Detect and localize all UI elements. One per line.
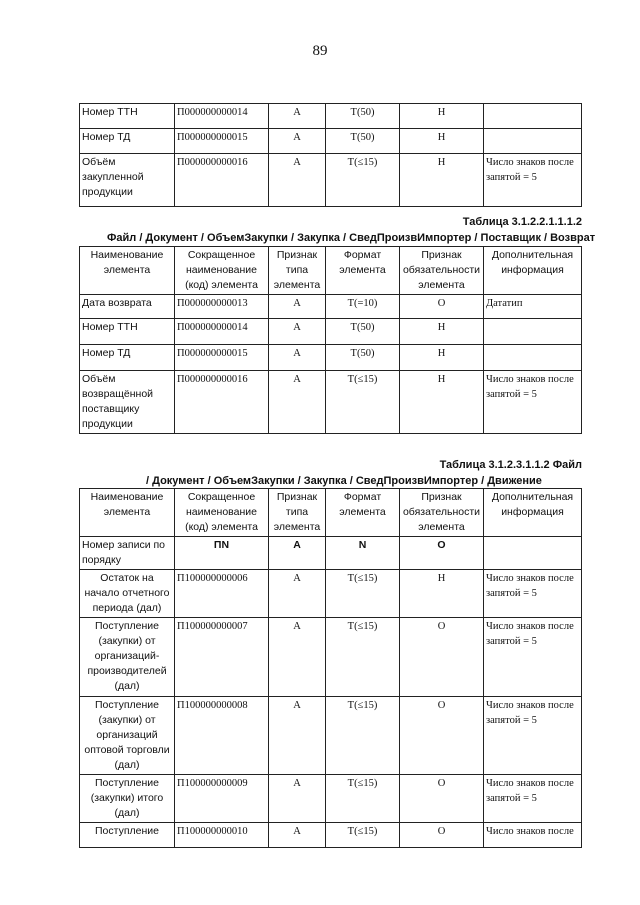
table-row — [80, 319, 582, 345]
header-info: Дополнительная информация — [484, 489, 582, 537]
table-path: / Документ / ОбъемЗакупки / Закупка / СведПроизвИмпортер / Движение — [146, 475, 542, 487]
header-type: Признак типа элемента — [269, 247, 326, 295]
element-info: Число знаков после запятой = 5 — [484, 371, 582, 434]
header-required: Признак обязательности элемента — [400, 489, 484, 537]
element-code: ПN — [175, 537, 269, 570]
header-info: Дополнительная информация — [484, 247, 582, 295]
table-header-row — [80, 489, 582, 537]
element-format: Т(≤15) — [326, 697, 400, 775]
element-required: Н — [400, 570, 484, 618]
element-info: Число знаков после — [484, 823, 582, 848]
element-code: П000000000016 — [175, 154, 269, 207]
table-row — [80, 129, 582, 154]
element-type: А — [269, 104, 326, 129]
element-type: А — [269, 295, 326, 319]
element-type: А — [269, 154, 326, 207]
element-info: Число знаков после запятой = 5 — [484, 154, 582, 207]
element-code: П000000000013 — [175, 295, 269, 319]
element-format: Т(50) — [326, 319, 400, 345]
element-format: Т(≤15) — [326, 371, 400, 434]
element-info: Число знаков после запятой = 5 — [484, 697, 582, 775]
element-name: Поступление (закупки) от организаций-производителей (дал) — [80, 618, 175, 697]
element-code: П100000000010 — [175, 823, 269, 848]
element-type: А — [269, 371, 326, 434]
element-format: Т(50) — [326, 345, 400, 371]
element-name: Номер ТТН — [80, 319, 175, 345]
table-caption: Таблица 3.1.2.3.1.1.2 Файл — [439, 459, 582, 471]
element-name: Дата возврата — [80, 295, 175, 319]
element-name: Номер ТД — [80, 129, 175, 154]
element-info: Число знаков после запятой = 5 — [484, 570, 582, 618]
element-name: Объём закупленной продукции — [80, 154, 175, 207]
element-type: А — [269, 618, 326, 697]
element-required: Н — [400, 371, 484, 434]
table-row — [80, 154, 582, 207]
table-row — [80, 775, 582, 823]
element-code: П000000000014 — [175, 319, 269, 345]
table-row — [80, 537, 582, 570]
element-code: П000000000015 — [175, 345, 269, 371]
element-type: А — [269, 345, 326, 371]
element-required: О — [400, 618, 484, 697]
element-name: Объём возвращённой поставщику продукции — [80, 371, 175, 434]
element-type: А — [269, 775, 326, 823]
element-required: О — [400, 697, 484, 775]
element-info: Дататип — [484, 295, 582, 319]
table-row — [80, 618, 582, 697]
element-required: Н — [400, 154, 484, 207]
element-format: Т(≤15) — [326, 823, 400, 848]
element-format: Т(≤15) — [326, 775, 400, 823]
header-required: Признак обязательности элемента — [400, 247, 484, 295]
element-required: Н — [400, 345, 484, 371]
element-format: Т(50) — [326, 104, 400, 129]
element-format: Т(≤15) — [326, 618, 400, 697]
table-row — [80, 823, 582, 848]
element-name: Поступление (закупки) от организаций оптовой торговли (дал) — [80, 697, 175, 775]
element-name: Номер записи по порядку — [80, 537, 175, 570]
element-type: А — [269, 823, 326, 848]
element-format: Т(≤15) — [326, 154, 400, 207]
element-info — [484, 345, 582, 371]
header-format: Формат элемента — [326, 489, 400, 537]
element-required: О — [400, 823, 484, 848]
header-name: Наименование элемента — [80, 489, 175, 537]
element-type: А — [269, 697, 326, 775]
element-info — [484, 537, 582, 570]
element-required: Н — [400, 104, 484, 129]
table-header-row — [80, 247, 582, 295]
element-info — [484, 129, 582, 154]
element-code: П000000000014 — [175, 104, 269, 129]
element-required: Н — [400, 319, 484, 345]
element-code: П100000000006 — [175, 570, 269, 618]
element-format: Т(50) — [326, 129, 400, 154]
element-name: Остаток на начало отчетного периода (дал) — [80, 570, 175, 618]
header-name: Наименование элемента — [80, 247, 175, 295]
element-code: П000000000015 — [175, 129, 269, 154]
header-type: Признак типа элемента — [269, 489, 326, 537]
element-info: Число знаков после запятой = 5 — [484, 618, 582, 697]
page-number: 89 — [312, 43, 328, 59]
element-type: А — [269, 570, 326, 618]
table-row — [80, 345, 582, 371]
table-path: Файл / Документ / ОбъемЗакупки / Закупка / СведПроизвИмпортер / Поставщик / Возврат — [107, 232, 596, 244]
element-code: П100000000008 — [175, 697, 269, 775]
header-format: Формат элемента — [326, 247, 400, 295]
element-required: О — [400, 295, 484, 319]
table-vozvrat — [79, 246, 582, 434]
element-name: Поступление — [80, 823, 175, 848]
element-required: О — [400, 775, 484, 823]
element-code: П100000000009 — [175, 775, 269, 823]
table-row — [80, 697, 582, 775]
element-code: П000000000016 — [175, 371, 269, 434]
element-info — [484, 104, 582, 129]
element-name: Номер ТТН — [80, 104, 175, 129]
table-continued — [79, 103, 582, 207]
table-row — [80, 371, 582, 434]
element-format: N — [326, 537, 400, 570]
element-required: Н — [400, 129, 484, 154]
table-row — [80, 295, 582, 319]
element-name: Номер ТД — [80, 345, 175, 371]
element-name: Поступление (закупки) итого (дал) — [80, 775, 175, 823]
element-type: А — [269, 537, 326, 570]
element-format: Т(≤15) — [326, 570, 400, 618]
table-dvizhenie — [79, 488, 582, 848]
element-info — [484, 319, 582, 345]
table-caption: Таблица 3.1.2.2.1.1.1.2 — [462, 216, 582, 228]
element-type: А — [269, 319, 326, 345]
header-code: Сокращенное наименование (код) элемента — [175, 247, 269, 295]
element-code: П100000000007 — [175, 618, 269, 697]
element-info: Число знаков после запятой = 5 — [484, 775, 582, 823]
element-required: О — [400, 537, 484, 570]
element-type: А — [269, 129, 326, 154]
table-row — [80, 104, 582, 129]
element-format: Т(=10) — [326, 295, 400, 319]
header-code: Сокращенное наименование (код) элемента — [175, 489, 269, 537]
table-row — [80, 570, 582, 618]
